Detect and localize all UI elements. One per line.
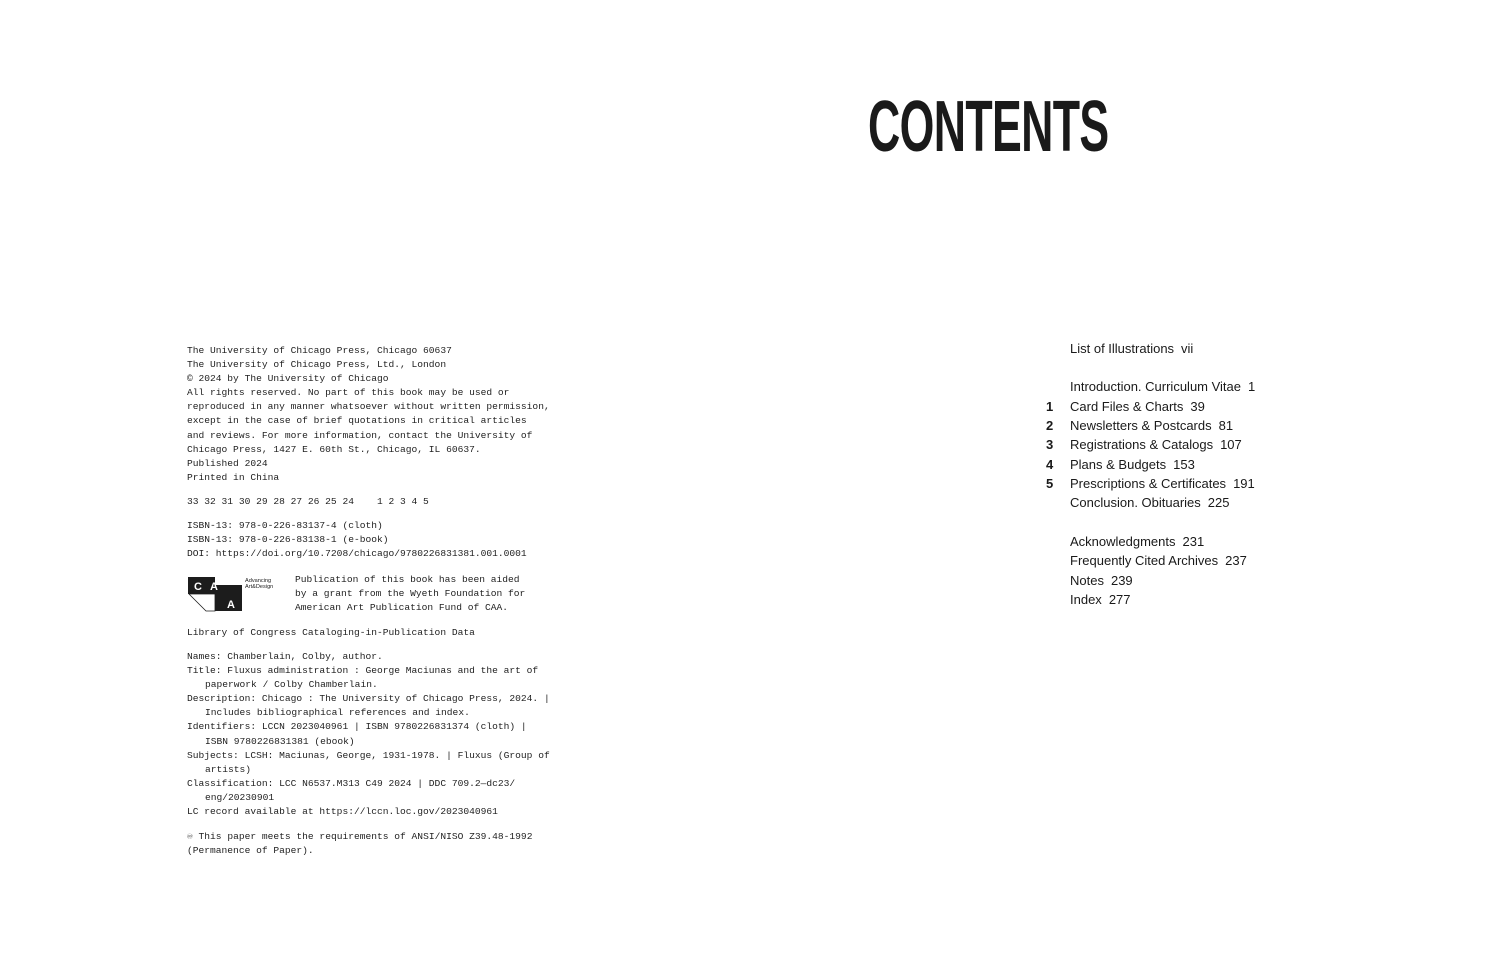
toc-chapter-number: 5 [1046,476,1054,491]
toc-entry-label: Notes 239 [1070,573,1133,588]
toc-chapter-number: 2 [1046,418,1054,433]
grant-line: American Art Publication Fund of CAA. [295,602,509,614]
toc-chapter-number: 4 [1046,457,1054,472]
imprint-line: The University of Chicago Press, Ltd., London [187,359,447,371]
caa-logo-letter: A [210,581,218,593]
toc-chapter-number: 1 [1046,399,1054,414]
toc-page-number: 153 [1173,457,1195,472]
toc-entry-label: Conclusion. Obituaries 225 [1070,495,1230,510]
imprint-line: and reviews. For more information, contact the University of [187,429,533,441]
caa-logo-letter: C [194,581,202,593]
isbn-cloth: ISBN-13: 978-0-226-83137-4 (cloth) [187,520,383,531]
caa-logo-letter: A [227,599,235,611]
toc-entry-label: Plans & Budgets 153 [1070,457,1195,472]
toc-entry-label: Newsletters & Postcards 81 [1070,418,1234,433]
caa-logo-tagline: Art&Design [245,584,274,590]
paper-line: (Permanence of Paper). [187,845,314,857]
print-line [187,495,567,509]
toc-page-number: 1 [1248,379,1256,394]
isbn-ebook: ISBN-13: 978-0-226-83138-1 (e-book) [187,534,389,546]
caa-logo-tagline: Advancing [245,578,272,584]
cip-title-line: paperwork / Colby Chamberlain. [205,679,378,691]
toc-page-number: 225 [1207,495,1230,510]
imprint-line: © 2024 by The University of Chicago [187,373,389,385]
cip-block [187,650,567,819]
toc-chapter-number: 3 [1046,437,1054,452]
toc-page-number: 277 [1108,592,1131,607]
toc-page-number: 237 [1225,553,1247,568]
cip-identifiers: ISBN 9780226831381 (ebook) [205,735,355,747]
toc-entry-label: Acknowledgments 231 [1070,534,1205,549]
paper-permanence-block [187,830,567,858]
doi-link: DOI: https://doi.org/10.7208/chicago/9780226831381.001.0001 [187,548,527,560]
cip-classification: eng/20230901 [205,791,275,803]
toc-entry-label: List of Illustrations vii [1070,341,1194,356]
toc-entry-label: Frequently Cited Archives 237 [1070,553,1247,568]
contents-title: CONTENTS [868,87,1109,167]
toc-page-number: 231 [1182,534,1205,549]
toc-entry-label: Index 277 [1070,592,1131,607]
cip-classification: Classification: LCC N6537.M313 C49 2024 | DDC 709.2—dc23/ [187,777,516,789]
isbn-block [187,519,567,561]
toc-page-number: 81 [1218,418,1234,433]
cip-names: Names: Chamberlain, Colby, author. [187,651,383,662]
toc-page-number: 191 [1233,476,1255,491]
cip-title-line: Title: Fluxus administration : George Maciunas and the art of [187,665,539,677]
imprint-line: All rights reserved. No part of this book may be used or [187,387,510,399]
imprint-line: except in the case of brief quotations in critical articles [187,415,527,427]
printing-numbers: 33 32 31 30 29 28 27 26 25 24 1 2 3 4 5 [187,496,429,507]
imprint-block [187,344,567,485]
imprint-line: Chicago Press, 1427 E. 60th St., Chicago, IL 60637. [187,443,481,455]
paper-line: ♾ This paper meets the requirements of ANSI/NISO Z39.48-1992 [187,831,533,842]
grant-line: by a grant from the Wyeth Foundation for [295,588,526,600]
caa-grant-block [187,573,567,617]
cip-subjects: Subjects: LCSH: Maciunas, George, 1931-1978. | Fluxus (Group of [187,749,550,761]
grant-line: Publication of this book has been aided [295,574,520,585]
cip-description: Includes bibliographical references and index. [205,707,470,719]
toc-entry-label: Introduction. Curriculum Vitae 1 [1070,379,1256,394]
imprint-line: reproduced in any manner whatsoever without written permission, [187,401,550,413]
toc-page-number: vii [1181,341,1194,356]
cip-subjects: artists) [205,763,252,775]
grant-text [295,573,525,615]
toc-page-number: 39 [1190,399,1205,414]
toc-entry-label: Card Files & Charts 39 [1070,399,1205,414]
toc-page-number: 239 [1110,573,1133,588]
imprint-line: Printed in China [187,471,280,483]
cip-heading [187,626,567,640]
imprint-line: The University of Chicago Press, Chicago 60637 [187,345,452,356]
imprint-line: Published 2024 [187,457,268,469]
toc-entry-label: Prescriptions & Certificates 191 [1070,476,1255,491]
toc-page-number: 107 [1220,437,1242,452]
toc-entry-label: Registrations & Catalogs 107 [1070,437,1242,452]
cip-title: Library of Congress Cataloging-in-Publication Data [187,627,475,638]
cip-identifiers: Identifiers: LCCN 2023040961 | ISBN 9780226831374 (cloth) | [187,721,527,733]
cip-description: Description: Chicago : The University of Chicago Press, 2024. | [187,693,550,705]
caa-logo [188,575,284,615]
cip-lc-record: LC record available at https://lccn.loc.gov/2023040961 [187,806,498,818]
